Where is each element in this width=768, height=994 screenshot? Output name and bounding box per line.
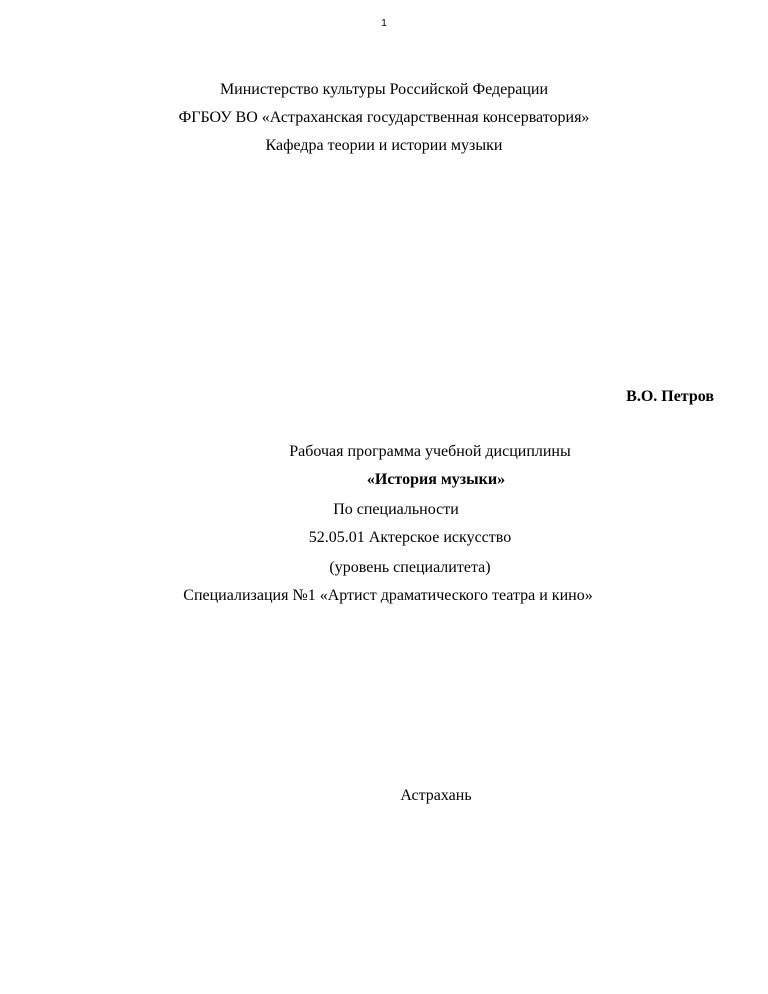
discipline-title: «История музыки»	[366, 471, 506, 488]
page-number: 1	[381, 18, 387, 29]
institution-line: ФГБОУ ВО «Астраханская государственная консерватория»	[178, 109, 590, 126]
program-title: Рабочая программа учебной дисциплины	[289, 443, 571, 460]
education-level: (уровень специалитета)	[329, 559, 491, 576]
author-name: В.О. Петров	[626, 388, 714, 405]
city-name: Астрахань	[400, 787, 472, 804]
specialization-line: Специализация №1 «Артист драматического театра и кино»	[183, 587, 593, 604]
specialty-label: По специальности	[333, 501, 459, 518]
ministry-line: Министерство культуры Российской Федерации	[219, 81, 549, 98]
specialty-code: 52.05.01 Актерское искусство	[308, 529, 512, 546]
department-line: Кафедра теории и истории музыки	[265, 137, 503, 154]
